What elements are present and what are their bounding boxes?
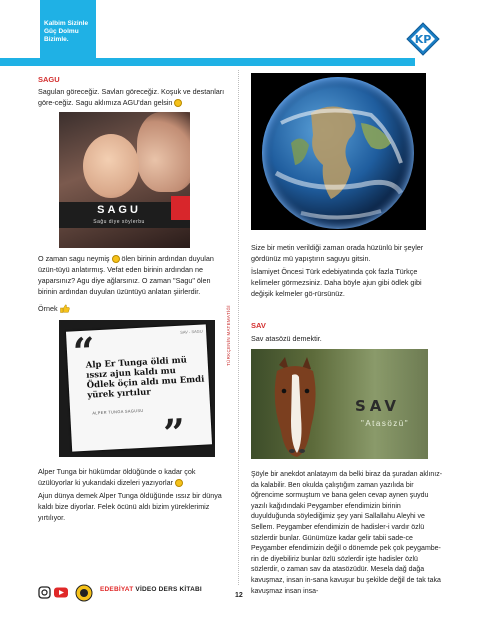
smile-emoji-icon <box>174 99 182 107</box>
sav-heading-block <box>251 320 443 331</box>
horse-photo-subtitle: "Atasözü" <box>361 419 410 428</box>
smile-emoji-icon-2 <box>112 255 120 263</box>
horse-photo-title: SAV <box>355 397 401 415</box>
header-badge <box>40 0 96 62</box>
page-number: 12 <box>235 592 243 599</box>
left-para-3 <box>38 490 232 523</box>
photo-woman <box>137 112 190 192</box>
footer-brand <box>100 586 202 593</box>
photo-title: SAGU <box>97 204 141 216</box>
example-label: Örnek <box>38 304 58 313</box>
quote-card <box>59 320 215 457</box>
para1-start: O zaman sagu neymiş <box>38 254 110 263</box>
left-para-1 <box>38 253 228 297</box>
para2-text: Alper Tunga bir hükümdar öldüğünde o kadar çok üzülüyorlar ki yukarıdaki dizeleri yazıyorlar <box>38 467 196 487</box>
badge-line-3: Bizimle. <box>44 36 69 43</box>
footer-brand-red: EDEBİYAT <box>100 586 134 593</box>
right-para2-text: İslamiyet Öncesi Türk edebiyatında çok fazla Türkçe kelimeler görmezsiniz. Daha böyle ajun gibi ödlek gibi değişik kelmeler gö-rürsünüz. <box>251 267 422 298</box>
quote-paper <box>66 324 212 456</box>
earth-photo <box>251 73 426 230</box>
footer-icons <box>38 584 98 607</box>
footer-social-icons <box>38 584 98 602</box>
instagram-icon <box>39 587 50 598</box>
example-label-block <box>38 303 228 314</box>
right-para1-text: Size bir metin verildiği zaman orada hüzünlü bir şeyler gördünüz mü yapıştırın saguyu gitsin. <box>251 243 424 263</box>
photo-subtitle: Sağu diye söylerbu <box>93 219 145 225</box>
right-para3-text: Şöyle bir anekdot anlatayım da belki biraz da şuradan aklınız-da kalabilir. Ben okulda çalıştığım zaman yazılıda bir öğrencime sormuştum ve bana gelen cevap aynen şuydu yazılı kağıdındaki Peygamber efendimizin birinin duyulduğunda söylediğimiz şey yani Sallallahu Aleyhi ve Sellem. Peygamber efendimizin de hadisler-i vardır özlü sözlerdir bunlar. Günümüze kadar gelir tabii sade-ce Peygamber efendimizin değil o dönemde pek çok peygambe-rin de diyebiliriz bunlar özlü sözlerdir işte hadisler özlü sözlerdir, o zaman sav da atasözüdür. Mesela dağ dağa kavuşmaz, insan in-sana kavuşur bu şekilde değil de tak taka kavuşmaz insan insa- <box>251 471 443 595</box>
publisher-logo <box>406 22 440 56</box>
badge-line-1: Kalbim Sizinle <box>44 20 89 27</box>
left-para-2 <box>38 466 232 488</box>
open-quote-icon: “ <box>71 328 97 375</box>
footer-brand-rest: VİDEO DERS KİTABI <box>135 586 202 593</box>
horse-illustration <box>267 357 323 459</box>
right-para-1 <box>251 242 443 264</box>
side-label: TÜRKÇENİN MATEMATİĞİ <box>226 305 231 366</box>
right-para-2 <box>251 266 443 299</box>
close-quote-icon: ” <box>162 409 187 456</box>
sav-intro-block <box>251 333 443 344</box>
sav-intro: Sav atasözü demektir. <box>251 334 322 343</box>
sagu-photo <box>59 112 190 248</box>
intro-text: Sagulan göreceğiz. Savları göreceğiz. Koşuk ve destanları göre-ceğiz. Sagu aklımıza AGU'dan gelsin <box>38 87 225 107</box>
quote-author: ALPER TUNGA SAGUSU <box>92 407 144 416</box>
left-heading-block <box>38 74 228 85</box>
sad-emoji-icon <box>175 479 183 487</box>
photo-child <box>83 134 139 198</box>
sagu-heading: SAGU <box>38 75 60 84</box>
para3-text: Ajun dünya demek Alper Tunga öldüğünde ıssız bir dünya kaldı bize diyorlar. Felek öcünü aldı bizim yüreklerimiz yırtılıyor. <box>38 491 222 522</box>
earth-globe <box>251 73 426 230</box>
right-para-3 <box>251 470 445 597</box>
badge-line-2: Güç Dolmu <box>44 28 79 35</box>
column-divider <box>238 70 239 585</box>
sav-horse-photo <box>251 349 428 459</box>
sav-heading: SAV <box>251 321 266 330</box>
thumbs-up-icon <box>60 304 70 313</box>
logo-text: KP <box>414 33 432 46</box>
quote-text: Alp Er Tunga öldi mü ıssız ajun kaldı mu Ödlek öçin aldı mu Emdi yürek yırtılur <box>85 355 205 401</box>
quote-corner-label: SAV - SAGU <box>180 328 203 335</box>
para1-rest: ölen birinin ardından duyulan üzün-tüyü anlatırmış. Vefat eden birinin ardından ne yaparsınız? Agu diye ağlarsınız. O zaman "Sagu" ölen birinin ardından duyulan üzüntüyü anlatan şiirlerdir. <box>38 254 214 296</box>
left-intro <box>38 86 228 108</box>
